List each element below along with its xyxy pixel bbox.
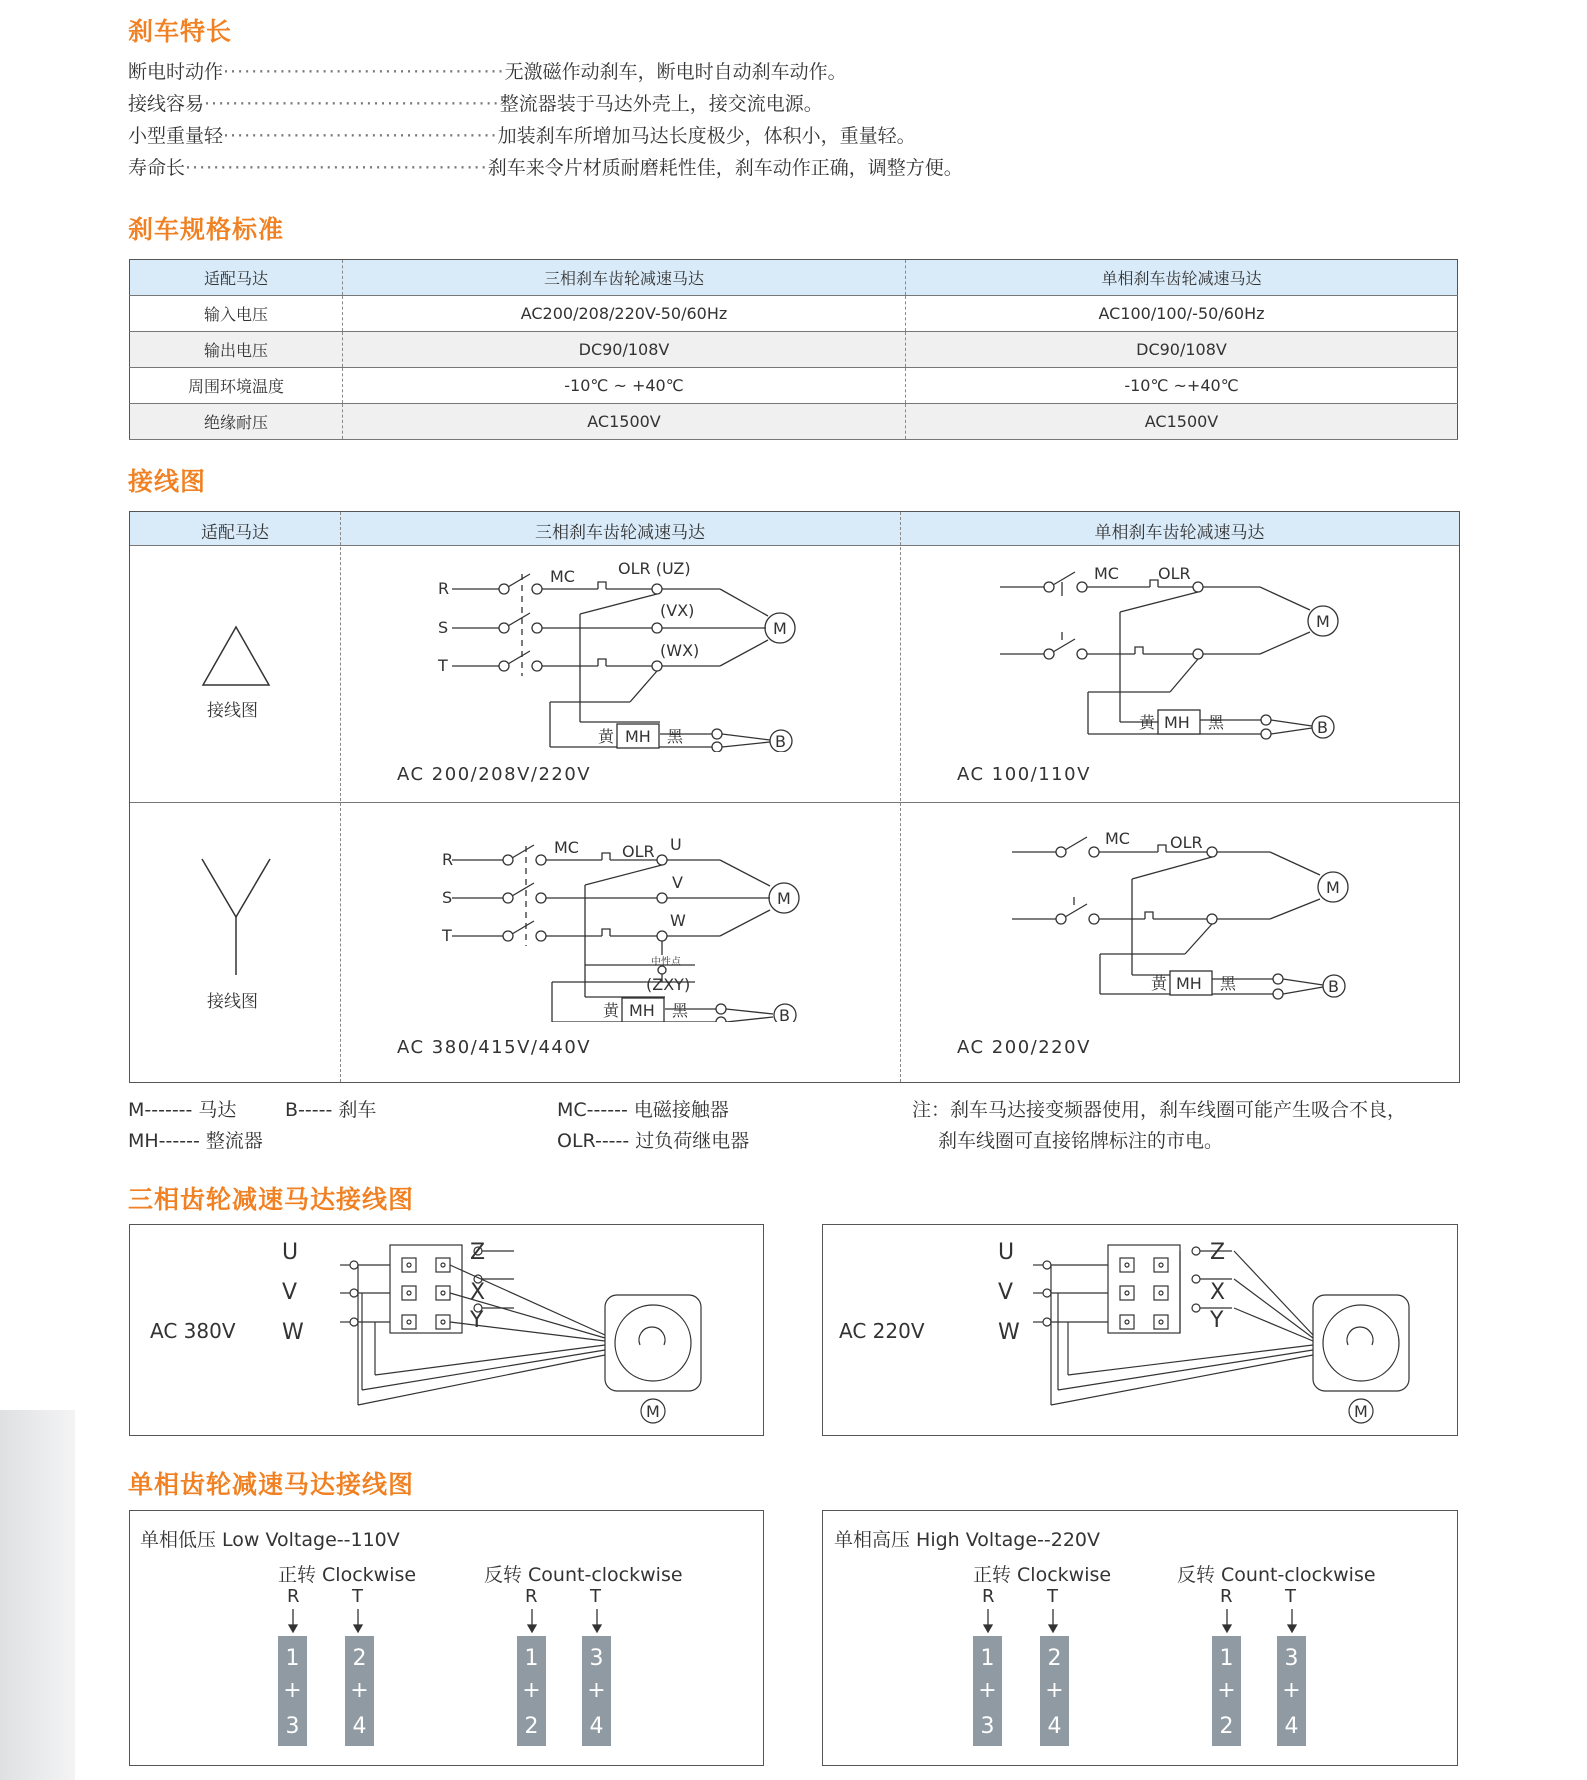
x-label: X <box>1210 1280 1226 1305</box>
brake-label: B <box>775 732 786 751</box>
motor-label: M <box>773 619 787 638</box>
voltage-label: AC 220V <box>839 1319 925 1343</box>
terminal-block: 1 + 2 <box>517 1636 546 1746</box>
table-cell: 绝缘耐压 <box>130 404 343 440</box>
terminal-block: 3 + 4 <box>1277 1636 1306 1746</box>
u-label: U <box>998 1240 1015 1265</box>
mh-label: MH <box>629 1001 655 1020</box>
w-label: W <box>998 1320 1020 1345</box>
phase-s-label: S <box>442 888 453 907</box>
neutral-label: 中性点 <box>651 957 681 968</box>
three-phase-380v-box <box>129 1224 764 1436</box>
mc-label: MC <box>554 838 579 857</box>
y-label: Y <box>470 1308 484 1333</box>
mc-label: MC <box>1105 829 1130 848</box>
voltage-label: AC 200/220V <box>957 1037 1091 1058</box>
black-label: 黑 <box>667 727 684 746</box>
terminal-block: 1 + 3 <box>278 1636 307 1746</box>
single-phase-high-box <box>822 1510 1458 1766</box>
black-label: 黑 <box>1220 974 1237 993</box>
legend-b: B----- 刹车 <box>285 1099 377 1121</box>
counter-clockwise-label: 反转 Count-clockwise <box>484 1564 683 1586</box>
legend-note-continued: 刹车线圈可直接铭牌标注的市电。 <box>938 1130 1224 1152</box>
single-phase-low-box <box>129 1510 764 1766</box>
phase-r-label: R <box>438 579 450 598</box>
column-divider <box>900 512 901 1082</box>
table-header-cell: 适配马达 <box>201 523 269 543</box>
olr-label: OLR <box>1170 833 1203 852</box>
r-label: R <box>287 1586 300 1607</box>
mc-label: MC <box>1094 564 1119 583</box>
olr-label: OLR <box>1158 564 1191 583</box>
phase-t-label: T <box>438 656 448 675</box>
u-label: U <box>670 835 682 854</box>
feature-row: 寿命长···········································刹车来令片材质耐磨耗性佳，刹车动作正确，调整方便。 <box>128 157 963 179</box>
table-cell: 周围环境温度 <box>130 368 343 404</box>
spec-table <box>129 259 1458 440</box>
spec-title: 刹车规格标准 <box>128 215 285 244</box>
table-cell: -10℃ ~ +40℃ <box>343 368 906 404</box>
legend-mh: MH------ 整流器 <box>128 1130 263 1152</box>
three-phase-delta-diagram <box>430 552 890 752</box>
delta-label: 接线图 <box>207 701 258 721</box>
t-label: T <box>1285 1586 1296 1607</box>
star-label: 接线图 <box>207 992 258 1012</box>
single-phase-bottom-diagram <box>990 817 1450 1017</box>
yellow-label: 黄 <box>1151 974 1168 993</box>
feature-row: 小型重量轻·······································加装刹车所增加马达长度极少，体积小，重量轻。 <box>128 125 916 147</box>
brake-label: B <box>779 1006 790 1022</box>
delta-symbol-icon <box>200 624 272 688</box>
mh-label: MH <box>1176 974 1202 993</box>
features-title: 刹车特长 <box>128 17 233 46</box>
mh-label: MH <box>1164 713 1190 732</box>
table-header-cell: 适配马达 <box>130 260 343 296</box>
v-label: V <box>282 1280 298 1305</box>
yellow-label: 黄 <box>598 727 615 746</box>
arrow-icons <box>975 1607 1315 1637</box>
mh-label: MH <box>625 727 651 746</box>
terminal-block: 1 + 3 <box>973 1636 1002 1746</box>
v-label: V <box>998 1280 1014 1305</box>
z-label: Z <box>1210 1240 1226 1265</box>
low-voltage-title: 单相低压 Low Voltage--110V <box>140 1529 400 1551</box>
single-phase-title: 单相齿轮减速马达接线图 <box>128 1470 415 1499</box>
voltage-label: AC 200/208V/220V <box>397 764 592 785</box>
wiring-header <box>130 512 1459 546</box>
table-cell: AC200/208/220V-50/60Hz <box>343 296 906 332</box>
motor-label: M <box>1326 878 1340 897</box>
t-label: T <box>1047 1586 1058 1607</box>
black-label: 黑 <box>672 1001 689 1020</box>
three-phase-220v-diagram <box>998 1235 1438 1425</box>
table-cell: AC1500V <box>906 404 1458 440</box>
table-cell: 输入电压 <box>130 296 343 332</box>
single-phase-top-diagram <box>990 552 1450 752</box>
z-label: Z <box>470 1240 486 1265</box>
table-cell: 输出电压 <box>130 332 343 368</box>
terminal-block: 3 + 4 <box>582 1636 611 1746</box>
page-side-strip <box>0 1410 75 1780</box>
arrow-icons <box>280 1607 620 1637</box>
terminal-block: 2 + 4 <box>1040 1636 1069 1746</box>
w-label: W <box>670 911 686 930</box>
row-divider <box>130 802 1459 803</box>
legend-note: 注：刹车马达接变频器使用，刹车线圈可能产生吸合不良， <box>912 1099 1407 1121</box>
table-cell: DC90/108V <box>343 332 906 368</box>
legend-olr: OLR----- 过负荷继电器 <box>557 1130 750 1152</box>
yellow-label: 黄 <box>603 1001 620 1020</box>
v-label: V <box>672 873 683 892</box>
brake-label: B <box>1317 718 1328 737</box>
phase-s-label: S <box>438 618 449 637</box>
x-label: X <box>470 1280 486 1305</box>
yellow-label: 黄 <box>1139 713 1156 732</box>
table-cell: AC100/100/-50/60Hz <box>1098 304 1265 323</box>
w-label: W <box>282 1320 304 1345</box>
table-header-cell: 三相刹车齿轮减速马达 <box>535 523 705 543</box>
column-divider <box>340 512 341 1082</box>
olr-label: OLR (UZ) <box>618 559 691 578</box>
wx-label: (WX) <box>660 641 700 660</box>
r-label: R <box>525 1586 538 1607</box>
table-row <box>130 404 1458 440</box>
motor-label: M <box>777 889 791 908</box>
phase-t-label: T <box>442 926 452 945</box>
counter-clockwise-label: 反转 Count-clockwise <box>1177 1564 1376 1586</box>
olr-label: OLR <box>622 842 655 861</box>
black-label: 黑 <box>1208 713 1225 732</box>
clockwise-label: 正转 Clockwise <box>278 1564 417 1586</box>
motor-label: M <box>1316 612 1330 631</box>
star-symbol-icon <box>200 857 272 977</box>
table-header-cell: 单相刹车齿轮减速马达 <box>906 260 1458 296</box>
three-phase-star-diagram <box>430 822 890 1022</box>
r-label: R <box>1220 1586 1233 1607</box>
table-cell: AC1500V <box>343 404 906 440</box>
table-header-row <box>130 260 1458 296</box>
three-phase-380v-diagram <box>280 1235 720 1425</box>
voltage-label: AC 380/415V/440V <box>397 1037 592 1058</box>
high-voltage-title: 单相高压 High Voltage--220V <box>834 1529 1100 1551</box>
zxy-label: (ZXY) <box>646 975 691 994</box>
legend-m: M------- 马达 <box>128 1099 237 1121</box>
wiring-table <box>129 511 1460 1083</box>
three-phase-title: 三相齿轮减速马达接线图 <box>128 1185 415 1214</box>
vx-label: (VX) <box>660 601 695 620</box>
terminal-block: 2 + 4 <box>345 1636 374 1746</box>
t-label: T <box>590 1586 601 1607</box>
table-row <box>130 332 1458 368</box>
legend-mc: MC------ 电磁接触器 <box>557 1099 729 1121</box>
feature-row: 断电时动作········································无激磁作动刹车，断电时自动刹车动作。 <box>128 61 847 83</box>
motor-label: M <box>1354 1402 1368 1421</box>
voltage-label: AC 380V <box>150 1319 236 1343</box>
table-header-cell: 三相刹车齿轮减速马达 <box>343 260 906 296</box>
table-row <box>130 368 1458 404</box>
brake-label: B <box>1328 977 1339 996</box>
clockwise-label: 正转 Clockwise <box>973 1564 1112 1586</box>
table-cell: -10℃ ~+40℃ <box>1124 376 1239 395</box>
wiring-title: 接线图 <box>128 467 207 496</box>
phase-r-label: R <box>442 850 454 869</box>
y-label: Y <box>1210 1308 1224 1333</box>
table-header-cell: 单相刹车齿轮减速马达 <box>1094 523 1265 543</box>
mc-label: MC <box>550 567 575 586</box>
feature-row: 接线容易··········································整流器装于马达外壳上，接交流电源。 <box>128 93 823 115</box>
terminal-block: 1 + 2 <box>1212 1636 1241 1746</box>
table-cell: DC90/108V <box>906 332 1458 368</box>
voltage-label: AC 100/110V <box>957 764 1091 785</box>
t-label: T <box>352 1586 363 1607</box>
motor-label: M <box>646 1402 660 1421</box>
three-phase-220v-box <box>822 1224 1458 1436</box>
u-label: U <box>282 1240 299 1265</box>
table-row <box>130 296 1458 332</box>
r-label: R <box>982 1586 995 1607</box>
